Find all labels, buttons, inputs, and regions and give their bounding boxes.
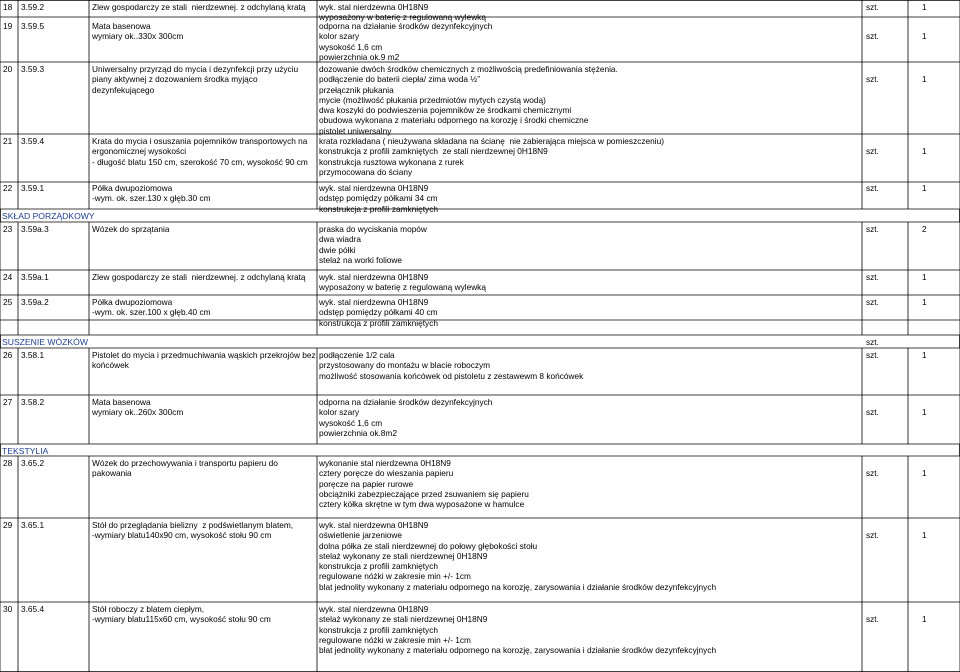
item-description — [319, 458, 529, 509]
item-description-line: konstrukcja z profili zamkniętych ze stali nierdzewnej 0H18N9 — [319, 146, 548, 157]
item-name-line: piany aktywnej z dozowaniem środka myjąco — [92, 74, 258, 85]
item-name-line: Wózek do przechowywania i transportu papieru do — [92, 458, 278, 468]
item-name-line: Półka dwupoziomowa — [92, 297, 173, 307]
item-description-line: możliwość stosowania końcówek od pistoletu z zestawewm 8 końcówek — [319, 370, 584, 381]
item-code: 3.65.4 — [21, 604, 45, 614]
row-number: 26 — [3, 350, 13, 360]
item-description-line: kolor szary — [319, 31, 360, 42]
quantity: 1 — [922, 272, 927, 282]
item-description-line: wyk. stal nierdzewna 0H18N9 — [319, 272, 429, 282]
unit: szt. — [866, 31, 879, 41]
unit: szt. — [866, 272, 879, 282]
item-code: 3.59a.2 — [21, 297, 49, 307]
item-name-line: Zlew gospodarczy ze stali nierdzewnej. z odchylaną kratą — [92, 272, 306, 282]
item-name-line: Wózek do sprzątania — [92, 224, 170, 234]
item-description-line: dolna półka ze stali nierdzewnej do połowy głębokości stołu — [319, 540, 538, 551]
quantity: 1 — [922, 468, 927, 478]
quantity: 1 — [922, 614, 927, 624]
item-description — [319, 2, 486, 23]
item-code: 3.58.2 — [21, 397, 45, 407]
quantity: 1 — [922, 407, 927, 417]
item-description-line: przymocowana do ściany — [319, 166, 413, 177]
item-description-line: podłączenie do baterii ciepła/ zima woda ½” — [319, 74, 480, 85]
item-code: 3.58.1 — [21, 350, 45, 360]
row-number: 21 — [3, 136, 13, 146]
item-name — [92, 272, 306, 282]
item-description — [319, 136, 664, 177]
item-name-line: -wymiary blatu140x90 cm, wysokość stołu 90 cm — [92, 530, 272, 541]
unit: szt. — [866, 2, 879, 12]
item-name-line: -wymiary blatu115x60 cm, wysokość stołu 90 cm — [92, 614, 271, 625]
item-name — [92, 297, 211, 318]
item-code: 3.65.2 — [21, 458, 45, 468]
item-description-line: wysokość 1,6 cm — [319, 417, 383, 428]
item-name — [92, 397, 183, 418]
item-code: 3.59.3 — [21, 64, 45, 74]
unit: szt. — [866, 74, 879, 84]
item-name-line: dezynfekującego — [92, 84, 155, 95]
item-description-line: wyk. stal nierdzewna 0H18N9 — [319, 2, 429, 12]
item-description-line: wyk. stal nierdzewna 0H18N9 — [319, 183, 429, 193]
item-name-line: Zlew gospodarczy ze stali nierdzewnej. z odchylaną kratą — [92, 2, 306, 12]
item-description-line: odstęp pomiędzy półkami 40 cm — [319, 307, 438, 318]
section-header: TEKSTYLIA — [2, 446, 49, 456]
item-description-line: odporna na działanie środków dezynfekcyjnych — [319, 21, 493, 31]
quantity: 1 — [922, 74, 927, 84]
item-description-line: obciążniki zabezpieczające przed zsuwaniem się papieru — [319, 488, 529, 499]
item-description-line: kolor szary — [319, 407, 360, 418]
item-description — [319, 272, 486, 293]
quantity: 1 — [922, 297, 927, 307]
item-description-line: blat jednolity wykonany z materiału odpornego na korozję, zarysowania i działanie środków dezynfekcyjnych — [319, 581, 717, 592]
item-name — [92, 21, 183, 42]
item-description-line: wykonanie stal nierdzewna 0H18N9 — [319, 458, 451, 468]
unit: szt. — [866, 224, 879, 234]
item-name-line: Uniwersalny przyrząd do mycia i dezynfekcji przy użyciu — [92, 64, 299, 74]
item-description-line: dwa koszyki do podwieszenia pojemników ze środkami chemicznymi — [319, 105, 572, 116]
item-name-line: Krata do mycia i osuszania pojemników transportowych na — [92, 136, 308, 146]
item-description-line: cztery poręcze do wieszania papieru — [319, 468, 454, 479]
quantity: 1 — [922, 183, 927, 193]
item-name-line: Stół roboczy z blatem ciepłym, — [92, 604, 205, 614]
row-number: 28 — [3, 458, 13, 468]
item-description-line: wysokość 1,6 cm — [319, 41, 383, 52]
row-number: 30 — [3, 604, 13, 614]
item-description-line: blat jednolity wykonany z materiału odpornego na korozję, zarysowania i działanie środków dezynfekcyjnych — [319, 645, 717, 656]
item-description-line: przełącznik płukania — [319, 84, 394, 95]
item-description-line: wyposażony w baterię z regulowaną wylewką — [319, 12, 486, 23]
item-name — [92, 136, 308, 167]
unit: szt. — [866, 614, 879, 624]
item-description-line: stelaż wykonany ze stali nierdzewnej 0H18N9 — [319, 614, 488, 625]
item-description-line: konstrukcja z profili zamkniętych — [319, 317, 438, 328]
section-unit: szt. — [866, 337, 879, 347]
item-name — [92, 458, 278, 479]
item-description-line: powierzchnia ok.8m2 — [319, 427, 397, 438]
item-description-line: wyk. stal nierdzewna 0H18N9 — [319, 297, 429, 307]
item-description-line: mycie (możliwość płukania przedmiotów mytych czystą wodą) — [319, 94, 546, 105]
item-name-line: Mata basenowa — [92, 21, 151, 31]
quantity: 1 — [922, 350, 927, 360]
item-description-line: konstrukcja z profili zamkniętych — [319, 561, 438, 572]
row-number: 25 — [3, 297, 13, 307]
item-description-line: przystosowany do montażu w blacie roboczym — [319, 360, 491, 371]
item-name-line: wymiary ok..260x 300cm — [92, 407, 184, 418]
quantity: 1 — [922, 2, 927, 12]
item-code: 3.59.4 — [21, 136, 45, 146]
item-description-line: pistolet uniwersalny — [319, 125, 392, 136]
unit: szt. — [866, 350, 879, 360]
item-description-line: poręcze na papier rurowe — [319, 478, 414, 489]
item-name-line: pakowania — [92, 468, 132, 479]
item-description-line: praska do wyciskania mopów — [319, 224, 427, 234]
item-name — [92, 520, 293, 541]
item-name-line: wymiary ok..330x 300cm — [92, 31, 184, 42]
item-name-line: -wym. ok. szer.130 x głęb.30 cm — [92, 193, 211, 204]
item-code: 3.59.5 — [21, 21, 45, 31]
unit: szt. — [866, 183, 879, 193]
item-code: 3.65.1 — [21, 520, 45, 530]
item-name-line: - długość blatu 150 cm, szerokość 70 cm, wysokość 90 cm — [92, 156, 308, 167]
section-header: SKŁAD PORZĄDKOWY — [2, 211, 95, 221]
item-description-line: regulowane nóżki w zakresie min +/- 1cm — [319, 571, 471, 582]
item-description-line: cztery kółka skrętne w tym dwa wyposażone w hamulce — [319, 499, 525, 510]
row-number: 19 — [3, 21, 13, 31]
item-name — [92, 2, 306, 12]
unit: szt. — [866, 530, 879, 540]
item-description — [319, 183, 438, 214]
row-number: 23 — [3, 224, 13, 234]
item-description-line: odstęp pomiędzy półkami 34 cm — [319, 193, 438, 204]
item-description-line: odporna na działanie środków dezynfekcyjnych — [319, 397, 493, 407]
item-description-line: konstrukcja z profili zamkniętych — [319, 624, 438, 635]
item-description-line: dwie półki — [319, 244, 356, 255]
row-number: 27 — [3, 397, 13, 407]
unit: szt. — [866, 297, 879, 307]
item-description — [319, 520, 716, 592]
item-description-line: wyk. stal nierdzewna 0H18N9 — [319, 520, 429, 530]
unit: szt. — [866, 407, 879, 417]
item-description-line: obudowa wykonana z materiału odpornego na korozję i środki chemiczne — [319, 115, 589, 126]
item-description-line: oświetlenie jarzeniowe — [319, 530, 403, 541]
quantity: 1 — [922, 31, 927, 41]
item-description-line: dozowanie dwóch środków chemicznych z możliwością predefiniowania stężenia. — [319, 64, 618, 74]
item-description — [319, 350, 583, 381]
item-description — [319, 64, 618, 136]
item-description — [319, 297, 438, 328]
item-name-line: Mata basenowa — [92, 397, 151, 407]
item-name — [92, 224, 169, 234]
section-header: SUSZENIE WÓZKÓW — [2, 337, 88, 347]
row-number: 22 — [3, 183, 13, 193]
quantity: 1 — [922, 146, 927, 156]
unit: szt. — [866, 468, 879, 478]
item-code: 3.59.2 — [21, 2, 45, 12]
row-number: 18 — [3, 2, 13, 12]
item-description-line: podłączenie 1/2 cala — [319, 350, 395, 360]
item-description-line: konstrukcja z profili zamkniętych — [319, 203, 438, 214]
item-code: 3.59a.3 — [21, 224, 49, 234]
quantity: 1 — [922, 530, 927, 540]
item-description-line: konstrukcja rusztowa wykonana z rurek — [319, 156, 464, 167]
quantity: 2 — [922, 224, 927, 234]
row-number: 20 — [3, 64, 13, 74]
item-name — [92, 64, 298, 95]
item-name — [92, 183, 211, 204]
item-code: 3.59.1 — [21, 183, 45, 193]
item-description-line: powierzchnia ok.9 m2 — [319, 51, 400, 62]
item-name — [92, 350, 316, 371]
item-description — [319, 21, 492, 62]
item-name-line: końcówek — [92, 360, 129, 371]
unit: szt. — [866, 146, 879, 156]
item-name-line: ergonomicznej wysokości — [92, 146, 187, 157]
item-description — [319, 224, 427, 265]
item-description-line: wyposażony w baterię z regulowaną wylewką — [319, 282, 486, 293]
item-description-line: wyk. stal nierdzewna 0H18N9 — [319, 604, 429, 614]
item-name-line: -wym. ok. szer.100 x głęb.40 cm — [92, 307, 211, 318]
item-description-line: krata rozkładana ( nieużywana składana na ścianę nie zabierająca miejsca w pomieszczeniu) — [319, 136, 664, 146]
row-number: 29 — [3, 520, 13, 530]
item-name-line: Półka dwupoziomowa — [92, 183, 173, 193]
item-name-line: Pistolet do mycia i przedmuchiwania wąskich przekrojów bez — [92, 350, 316, 360]
row-number: 24 — [3, 272, 13, 282]
item-description-line: dwa wiadra — [319, 234, 361, 245]
item-name-line: Stół do przeglądania bielizny z podświetlanym blatem, — [92, 520, 294, 530]
item-description-line: stelaż wykonany ze stali nierdzewnej 0H18N9 — [319, 550, 488, 561]
item-code: 3.59a.1 — [21, 272, 49, 282]
item-description — [319, 397, 492, 438]
item-name — [92, 604, 271, 625]
item-description-line: stelaż na worki foliowe — [319, 254, 403, 265]
item-description — [319, 604, 716, 655]
item-description-line: regulowane nóżki w zakresie min +/- 1cm — [319, 634, 471, 645]
